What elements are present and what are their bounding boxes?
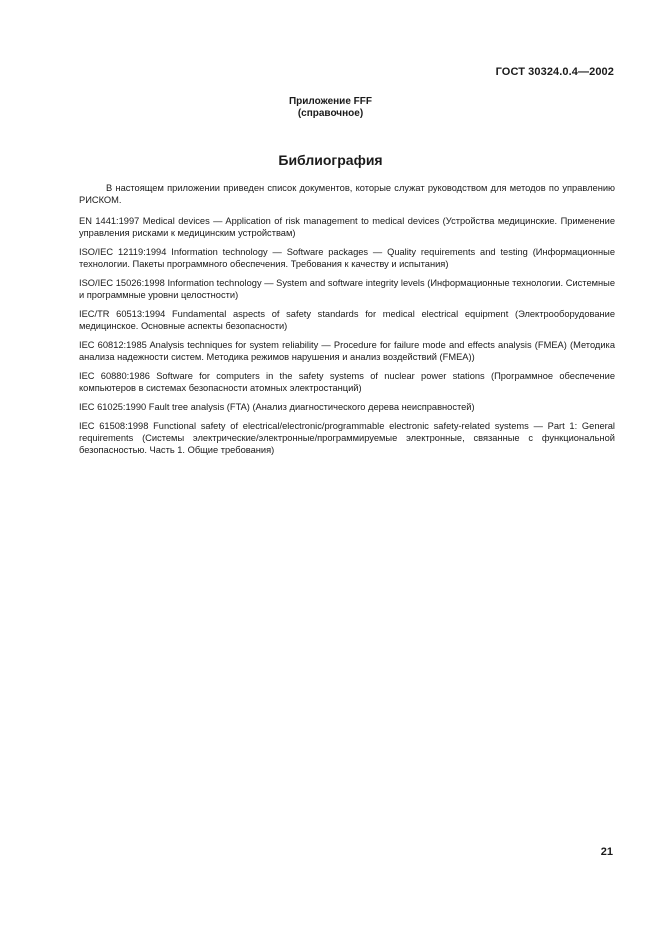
appendix-header — [0, 96, 661, 120]
reference-item: IEC/TR 60513:1994 Fundamental aspects of safety standards for medical electrical equipment (Электрооборудование медицинское. Основные аспекты безопасности) — [79, 309, 615, 331]
reference-item: IEC 61508:1998 Functional safety of electrical/electronic/programmable electronic safety-related systems — Part 1: General requirements (Системы электрические/электронные/программируемые электронные, связанные с функциональной безопасностью. Часть 1. Общие требования) — [79, 421, 615, 455]
reference-item: ISO/IEC 12119:1994 Information technology — Software packages — Quality requirements and testing (Информационные технологии. Пакеты программного обеспечения. Требования к качеству и испытания) — [79, 247, 615, 269]
appendix-subtitle: (справочное) — [297, 108, 364, 119]
intro-paragraph: В настоящем приложении приведен список документов, которые служат руководством для методов по управлению РИСКОМ. — [79, 183, 615, 205]
reference-item: IEC 61025:1990 Fault tree analysis (FTA) (Анализ диагностического дерева неисправностей) — [79, 402, 475, 412]
reference-item: IEC 60812:1985 Analysis techniques for system reliability — Procedure for failure mode and effects analysis (FMEA) (Методика анализа надежности систем. Методика режимов нарушения и анализ воздействий (FMEA)) — [79, 340, 615, 362]
reference-item: IEC 60880:1986 Software for computers in the safety systems of nuclear power stations (Программное обеспечение компьютеров в системах безопасности атомных электростанций) — [79, 371, 615, 393]
page-number: 21 — [600, 846, 613, 858]
reference-item: ISO/IEC 15026:1998 Information technology — System and software integrity levels (Информационные технологии. Системные и программные уровни целостности) — [79, 278, 615, 300]
appendix-title: Приложение FFF — [288, 96, 372, 107]
bibliography-content — [79, 182, 615, 463]
document-number: ГОСТ 30324.0.4—2002 — [495, 66, 614, 78]
bibliography-heading: Библиография — [278, 152, 383, 168]
reference-item: EN 1441:1997 Medical devices — Application of risk management to medical devices (Устройства медицинские. Применение управления рисками к медицинским устройствам) — [79, 216, 615, 238]
